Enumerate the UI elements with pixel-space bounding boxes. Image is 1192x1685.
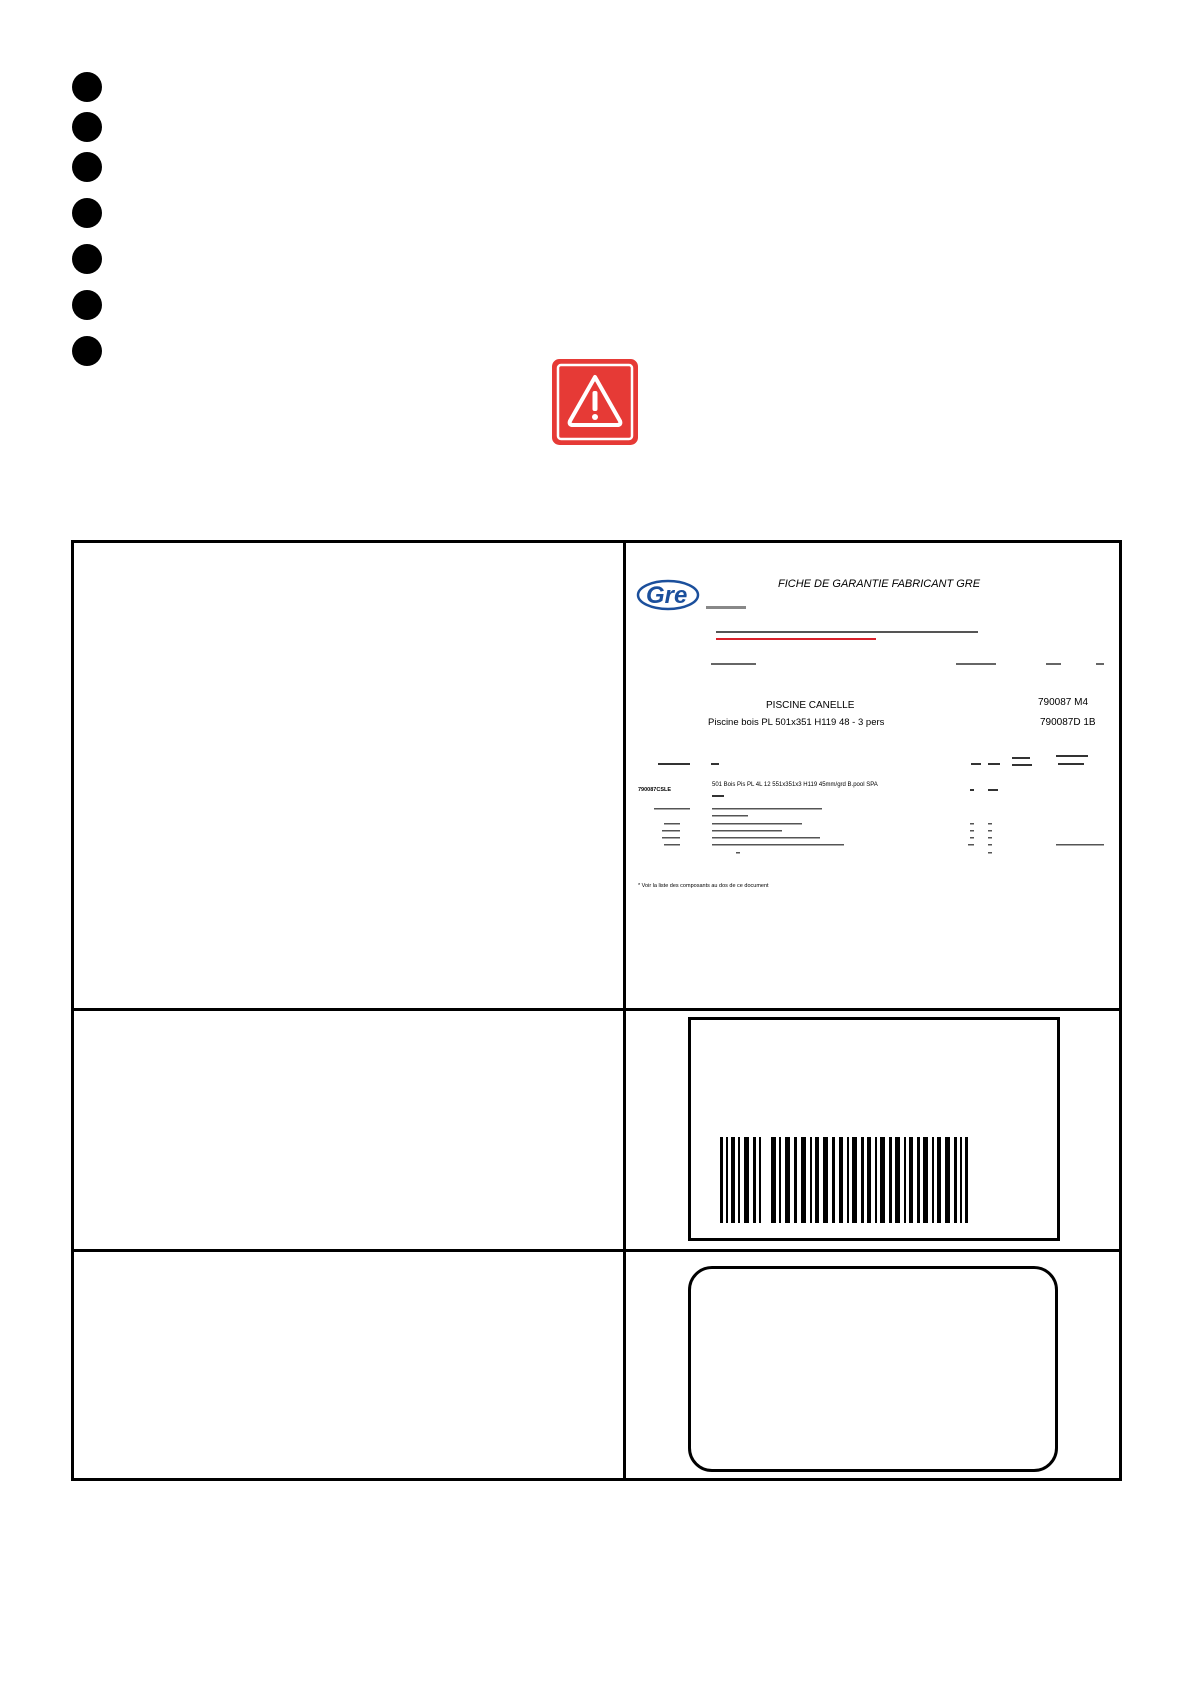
instruction-table xyxy=(71,540,1122,1481)
blank-label xyxy=(688,1266,1058,1472)
bullet-6 xyxy=(72,290,102,320)
card-title: FICHE DE GARANTIE FABRICANT GRE xyxy=(778,578,981,590)
row-desc: 501 Bois Pis PL 4L 12 551x351x3 H119 45mm/grd B.pool SPA xyxy=(712,782,878,788)
ref-2: 790087D 1B xyxy=(1040,717,1096,728)
card-footnote: * Voir la liste des composants au dos de ce document xyxy=(638,883,769,889)
barcode-icon xyxy=(691,1020,1057,1238)
bullet-7 xyxy=(72,336,102,366)
bullet-1 xyxy=(72,72,102,102)
bullet-5 xyxy=(72,244,102,274)
bullet-2 xyxy=(72,112,102,142)
product-name: PISCINE CANELLE xyxy=(766,700,855,711)
warning-triangle-icon xyxy=(552,359,638,445)
brand-text: Gre xyxy=(646,582,688,609)
row-ref: 790087CSLE xyxy=(638,787,672,793)
ref-1: 790087 M4 xyxy=(1038,697,1089,708)
row-3-text-cell xyxy=(74,1252,623,1478)
row-2-text-cell xyxy=(74,1011,623,1249)
bullet-4 xyxy=(72,198,102,228)
product-desc: Piscine bois PL 501x351 H119 48 - 3 pers xyxy=(708,717,885,728)
barcode-label xyxy=(688,1017,1060,1241)
row-1-text-cell xyxy=(74,543,623,1008)
gre-logo xyxy=(638,581,698,609)
warranty-card-image xyxy=(626,543,1119,1008)
bullet-3 xyxy=(72,152,102,182)
